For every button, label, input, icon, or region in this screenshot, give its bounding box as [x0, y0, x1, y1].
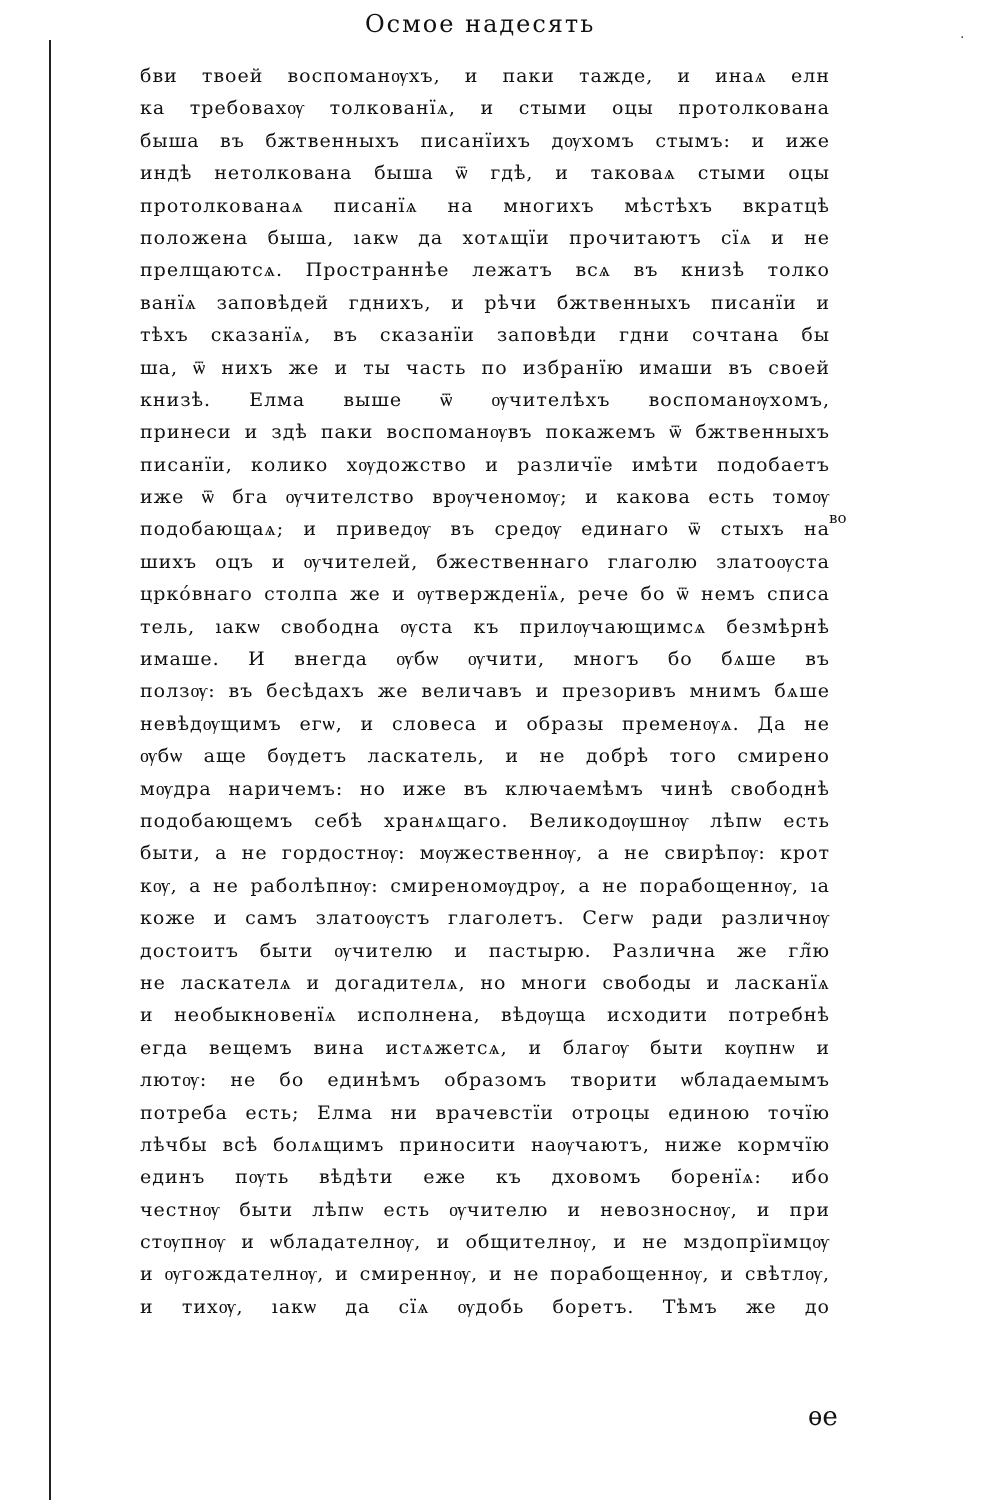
- text-line: тель, ıакѡ свободна ѹста къ прилѹчающимсѧ безмѣрнѣ: [140, 615, 830, 638]
- text-line: шихъ оцъ и ѹчителей, бжественнаго глаголю златоѹста: [140, 550, 830, 573]
- text-line: и тихѹ, ıакѡ да сїѧ ѹдобь боретъ. Тѣмъ же до: [140, 1295, 830, 1318]
- text-line: стѹпнѹ и ѡбладателнѹ, и общителнѹ, и не мздопрїимцѹ: [140, 1231, 830, 1254]
- text-line: кѹ, а не раболѣпнѹ: смиреномѹдрѹ, а не порабощеннѹ, ıа: [140, 874, 830, 897]
- text-line: потреба есть; Елма ни врачевстїи отроцы единою точїю: [140, 1101, 830, 1124]
- text-line: положена быша, ıакѡ да хотѧщїи прочитаютъ сїѧ и не: [140, 226, 830, 249]
- text-line: лютѹ: не бо единѣмъ образомъ творити ѡбладаемымъ: [140, 1069, 830, 1092]
- text-line: принеси и здѣ паки воспоманѹвъ покажемъ ѿ бжтвенныхъ: [140, 421, 830, 444]
- text-line: индѣ нетолкована быша ѿ гдѣ, и таковаѧ стыми оцы: [140, 162, 830, 185]
- text-line: цркόвнаго столпа же и ѹтвержденїѧ, рече бо ѿ немъ списа: [140, 583, 830, 606]
- text-line: ка требовахѹ толкованїѧ, и стыми оцы протолкована: [140, 97, 830, 120]
- text-line: ванїѧ заповѣдей гднихъ, и рѣчи бжтвенныхъ писанїи и: [140, 291, 830, 314]
- folio-number: ѳе: [808, 1402, 838, 1432]
- running-head: Осмое надесять: [365, 10, 596, 38]
- text-line: единъ пѹть вѣдѣти еже къ дховомъ боренїѧ: ибо: [140, 1166, 830, 1189]
- text-line: и ѹгождателнѹ, и смиреннѹ, и не порабощеннѹ, и свѣтлѹ,: [140, 1263, 830, 1286]
- text-line: прелщаютсѧ. Пространнѣе лежатъ всѧ въ книзѣ толко: [140, 259, 830, 282]
- text-line: бви твоей воспоманѹхъ, и паки тажде, и инаѧ елн: [140, 65, 830, 87]
- text-line: иже ѿ бга ѹчителство врѹченомѹ; и какова есть томѹ: [140, 486, 830, 509]
- text-line: ползѹ: въ бесѣдахъ же величавъ и презоривъ мнимъ бѧше: [140, 680, 830, 703]
- text-line: подобающемъ себѣ хранѧщаго. Великодѹшнѹ лѣпѡ есть: [140, 809, 830, 832]
- text-line: лѣчбы всѣ болѧщимъ приносити наѹчаютъ, ниже кормчїю: [140, 1133, 830, 1156]
- text-line: быша въ бжтвенныхъ писанїихъ дѹхомъ стымъ: и иже: [140, 129, 830, 152]
- text-line: ша, ѿ нихъ же и ты часть по избранїю имаши въ своей: [140, 356, 830, 379]
- text-line: честнѹ быти лѣпѡ есть ѹчителю и невознοснѹ, и при: [140, 1198, 830, 1221]
- text-line: тѣхъ сказанїѧ, въ сказанїи заповѣди гдни сочтана бы: [140, 324, 830, 347]
- corner-mark: ·: [960, 30, 965, 46]
- text-line: егда вещемъ вина истѧжетсѧ, и благѹ быти кѹпнѡ и: [140, 1036, 830, 1059]
- text-line: не ласкателѧ и догадителѧ, но многи свободы и ласканїѧ: [140, 971, 830, 994]
- text-line: подобающаѧ; и приведѹ въ средѹ единаго ѿ стыхъ на: [140, 518, 830, 541]
- margin-catchword: во: [829, 509, 847, 527]
- text-line: коже и самъ златоѹстъ глаголетъ. Сегѡ ради различнѹ: [140, 907, 830, 930]
- text-line: быти, а не гордостнѹ: мѹжественнѹ, а не свирѣпѹ: крот: [140, 842, 830, 865]
- text-line: книзѣ. Елма выше ѿ ѹчителѣхъ воспоманѹхомъ,: [140, 388, 830, 411]
- text-line: имаше. И внегда ѹбѡ ѹчити, многъ бо бѧше въ: [140, 648, 830, 671]
- text-line: невѣдѹщимъ егѡ, и словеса и образы пременѹѧ. Да не: [140, 712, 830, 735]
- text-line: протолкованаѧ писанїѧ на многихъ мѣстѣхъ вкратцѣ: [140, 194, 830, 217]
- text-line: мѹдра наричемъ: но иже въ ключаемѣмъ чинѣ свободнѣ: [140, 777, 830, 800]
- left-margin-rule: [49, 40, 51, 1500]
- text-body: [140, 60, 830, 1323]
- text-line: ѹбѡ аще бѹдетъ ласкатель, и не добрѣ того смирено: [140, 745, 830, 768]
- text-line: достоитъ быти ѹчителю и пастырю. Различна же гл̃ю: [140, 939, 830, 962]
- text-line: и необыкновенїѧ исполнена, вѣдѹща исходити потребнѣ: [140, 1004, 830, 1027]
- text-line: писанїи, колико хѹдожство и различїе имѣти подобаетъ: [140, 453, 830, 476]
